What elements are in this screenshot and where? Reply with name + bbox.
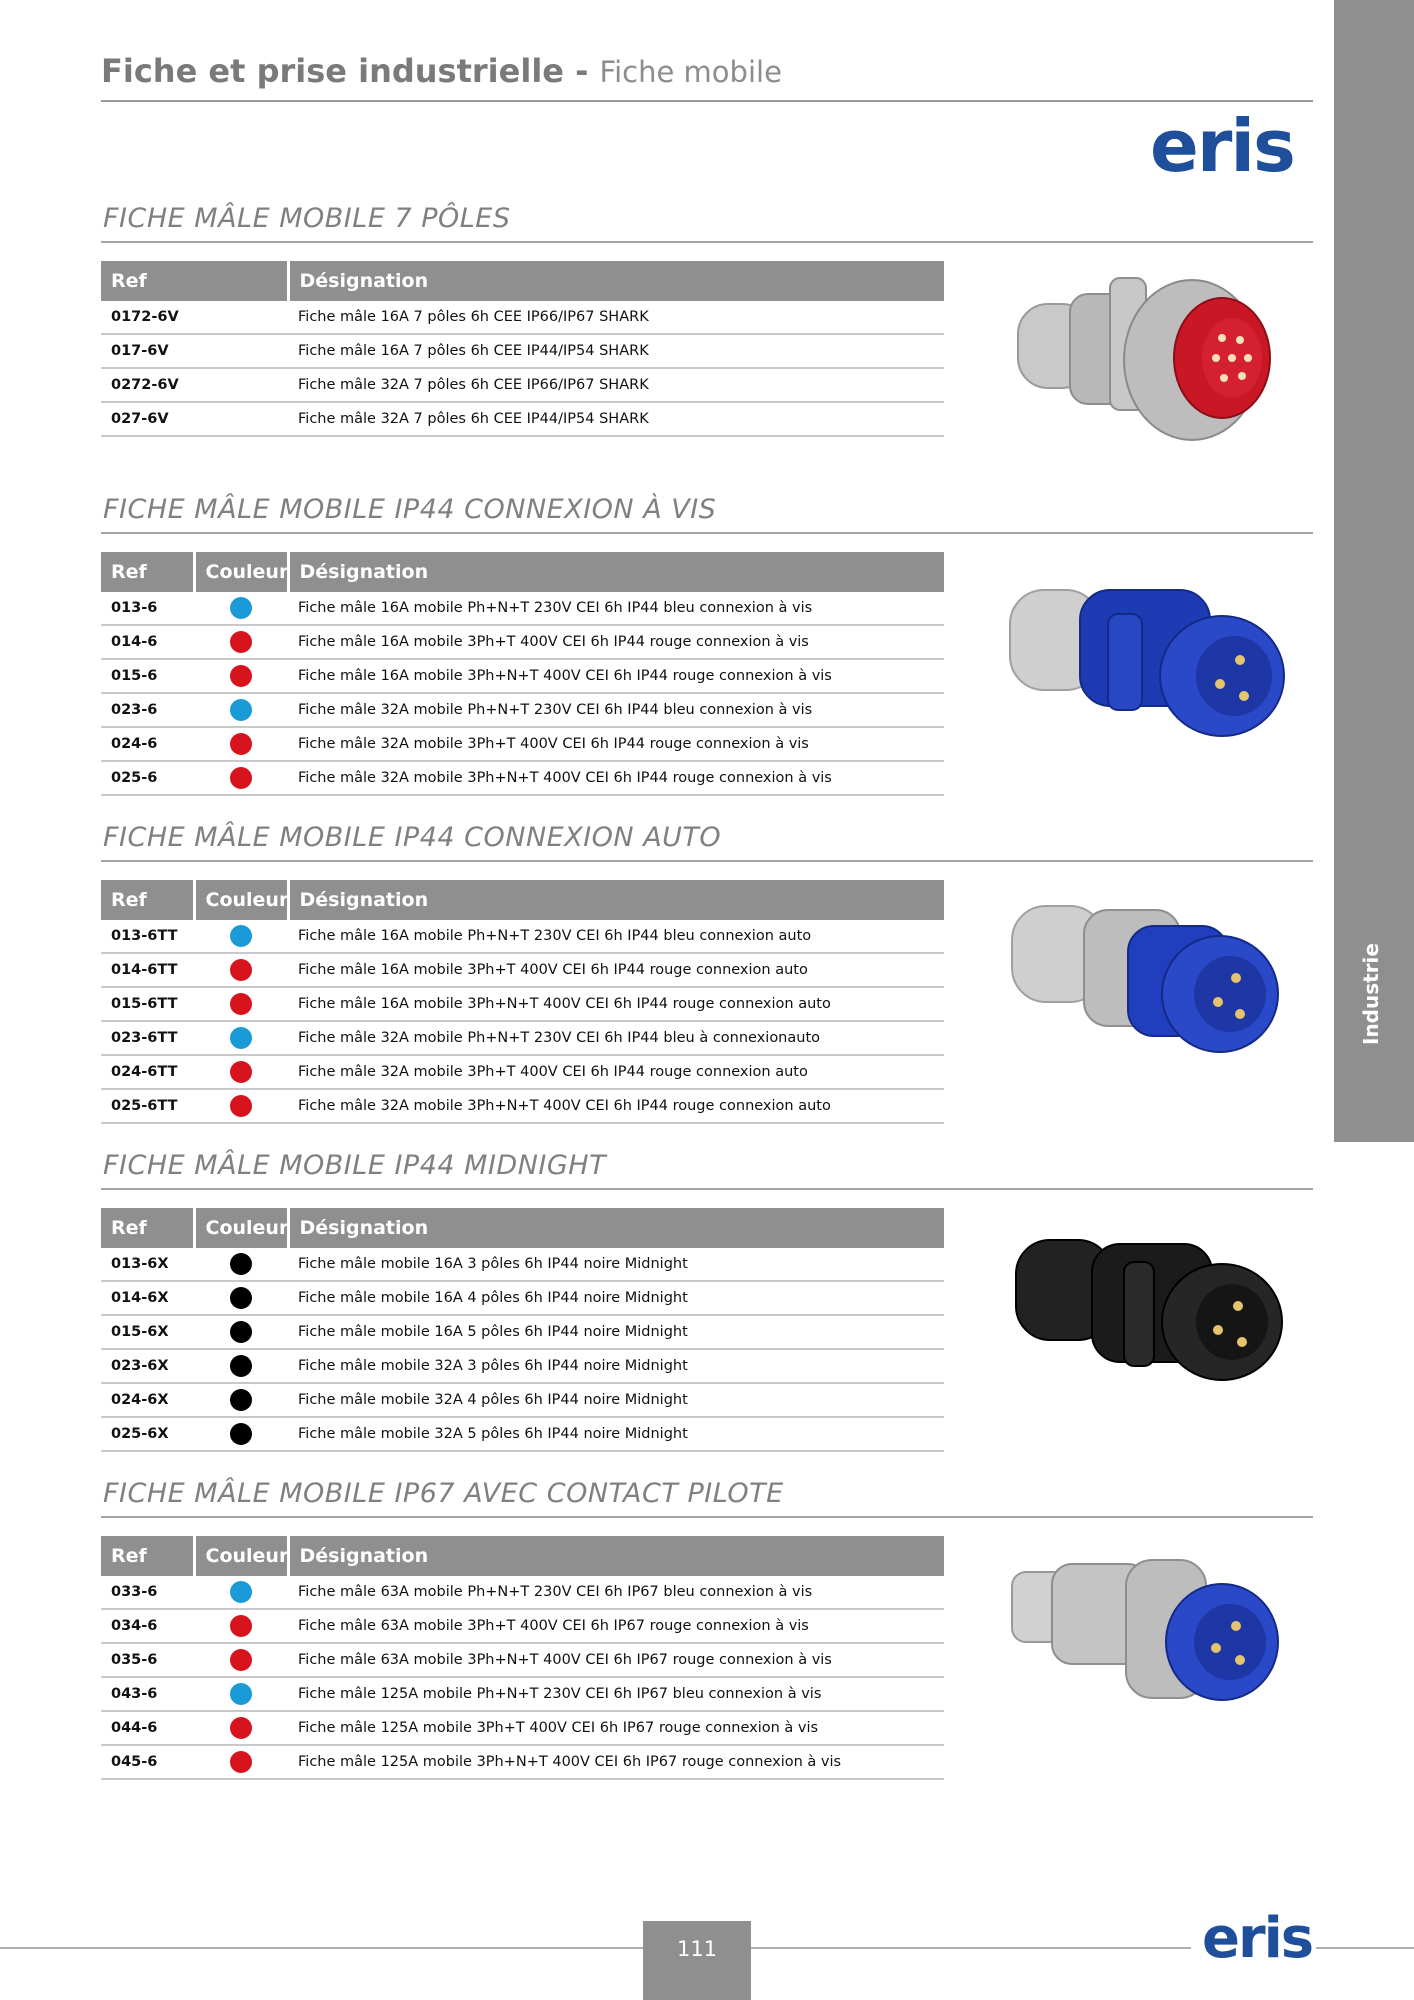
column-header-ref: Ref (101, 1208, 194, 1248)
cell-couleur (194, 761, 288, 795)
cell-designation: Fiche mâle 63A mobile Ph+N+T 230V CEI 6h IP67 bleu connexion à vis (288, 1576, 944, 1609)
footer-divider-left (0, 1947, 643, 1949)
side-tab-label: Industrie (1359, 943, 1383, 1045)
column-header-couleur: Couleur (194, 1208, 288, 1248)
cell-couleur (194, 727, 288, 761)
cell-ref: 034-6 (101, 1609, 194, 1643)
cell-designation: Fiche mâle 16A mobile Ph+N+T 230V CEI 6h IP44 bleu connexion à vis (288, 592, 944, 625)
cell-ref: 014-6TT (101, 953, 194, 987)
cell-ref: 023-6 (101, 693, 194, 727)
cell-designation: Fiche mâle 16A mobile 3Ph+N+T 400V CEI 6h IP44 rouge connexion à vis (288, 659, 944, 693)
column-header-designation: Désignation (288, 1208, 944, 1248)
table-row (101, 953, 944, 987)
section-divider (101, 1516, 1313, 1518)
color-dot-red (230, 959, 252, 981)
cell-designation: Fiche mâle 32A mobile 3Ph+N+T 400V CEI 6h IP44 rouge connexion à vis (288, 761, 944, 795)
section-ip44-vis (101, 490, 1313, 786)
cell-couleur (194, 1417, 288, 1451)
cell-ref: 015-6TT (101, 987, 194, 1021)
cell-couleur (194, 659, 288, 693)
table-row (101, 368, 944, 402)
color-dot-blue (230, 1581, 252, 1603)
section-7-poles (101, 199, 1313, 427)
table-header-row (101, 880, 944, 920)
cell-couleur (194, 953, 288, 987)
page-title-separator: - (563, 52, 600, 90)
section-divider (101, 860, 1313, 862)
cell-couleur (194, 1089, 288, 1123)
table-row (101, 761, 944, 795)
cell-couleur (194, 1383, 288, 1417)
cell-designation: Fiche mâle 16A mobile Ph+N+T 230V CEI 6h IP44 bleu connexion auto (288, 920, 944, 953)
product-table (101, 261, 944, 437)
table-row (101, 1643, 944, 1677)
color-dot-black (230, 1355, 252, 1377)
cell-ref: 045-6 (101, 1745, 194, 1779)
cell-designation: Fiche mâle 63A mobile 3Ph+N+T 400V CEI 6h IP67 rouge connexion à vis (288, 1643, 944, 1677)
color-dot-red (230, 631, 252, 653)
column-header-couleur: Couleur (194, 880, 288, 920)
table-row (101, 1089, 944, 1123)
cell-designation: Fiche mâle 32A mobile 3Ph+N+T 400V CEI 6h IP44 rouge connexion auto (288, 1089, 944, 1123)
cell-couleur (194, 1711, 288, 1745)
color-dot-red (230, 1717, 252, 1739)
color-dot-red (230, 1615, 252, 1637)
cell-designation: Fiche mâle mobile 32A 5 pôles 6h IP44 noire Midnight (288, 1417, 944, 1451)
cell-ref: 024-6 (101, 727, 194, 761)
cell-ref: 025-6 (101, 761, 194, 795)
cell-designation: Fiche mâle 32A mobile Ph+N+T 230V CEI 6h IP44 bleu à connexionauto (288, 1021, 944, 1055)
cell-ref: 015-6 (101, 659, 194, 693)
color-dot-red (230, 1061, 252, 1083)
section-ip44-auto (101, 818, 1313, 1114)
table-body (101, 920, 944, 1123)
cell-ref: 024-6X (101, 1383, 194, 1417)
table-row (101, 1315, 944, 1349)
table-row (101, 1609, 944, 1643)
column-header-couleur: Couleur (194, 552, 288, 592)
cell-designation: Fiche mâle 125A mobile 3Ph+T 400V CEI 6h IP67 rouge connexion à vis (288, 1711, 944, 1745)
table-header-row (101, 261, 944, 301)
column-header-ref: Ref (101, 1536, 194, 1576)
cell-designation: Fiche mâle mobile 16A 4 pôles 6h IP44 noire Midnight (288, 1281, 944, 1315)
cell-couleur (194, 920, 288, 953)
color-dot-red (230, 1095, 252, 1117)
color-dot-black (230, 1253, 252, 1275)
cell-couleur (194, 1248, 288, 1281)
section-ip44-midnight (101, 1146, 1313, 1442)
cell-ref: 014-6X (101, 1281, 194, 1315)
color-dot-blue (230, 597, 252, 619)
cell-couleur (194, 625, 288, 659)
table-row (101, 920, 944, 953)
table-body (101, 1576, 944, 1779)
cell-ref: 027-6V (101, 402, 288, 436)
red-7-pole-plug-image (1010, 262, 1280, 452)
page-number: 111 (676, 1937, 718, 1961)
table-row (101, 402, 944, 436)
cell-ref: 044-6 (101, 1711, 194, 1745)
cell-ref: 025-6TT (101, 1089, 194, 1123)
cell-ref: 035-6 (101, 1643, 194, 1677)
cell-couleur (194, 1021, 288, 1055)
table-row (101, 1677, 944, 1711)
table-row (101, 1745, 944, 1779)
table-header-row (101, 552, 944, 592)
color-dot-blue (230, 699, 252, 721)
cell-designation: Fiche mâle mobile 32A 4 pôles 6h IP44 noire Midnight (288, 1383, 944, 1417)
section-title: FICHE MÂLE MOBILE IP67 AVEC CONTACT PILOTE (103, 1478, 784, 1509)
cell-ref: 013-6TT (101, 920, 194, 953)
page-title-main: Fiche et prise industrielle (101, 52, 564, 90)
cell-designation: Fiche mâle 16A mobile 3Ph+T 400V CEI 6h IP44 rouge connexion auto (288, 953, 944, 987)
color-dot-blue (230, 925, 252, 947)
color-dot-black (230, 1423, 252, 1445)
table-body (101, 592, 944, 795)
eris-logo (1150, 104, 1294, 188)
table-body (101, 1248, 944, 1451)
cell-ref: 023-6TT (101, 1021, 194, 1055)
cell-designation: Fiche mâle 125A mobile 3Ph+N+T 400V CEI 6h IP67 rouge connexion à vis (288, 1745, 944, 1779)
table-row (101, 659, 944, 693)
cell-designation: Fiche mâle 125A mobile Ph+N+T 230V CEI 6h IP67 bleu connexion à vis (288, 1677, 944, 1711)
cell-ref: 025-6X (101, 1417, 194, 1451)
table-row (101, 1576, 944, 1609)
cell-couleur (194, 592, 288, 625)
color-dot-blue (230, 1027, 252, 1049)
column-header-ref: Ref (101, 552, 194, 592)
table-row (101, 1281, 944, 1315)
cell-designation: Fiche mâle mobile 16A 3 pôles 6h IP44 noire Midnight (288, 1248, 944, 1281)
color-dot-blue (230, 1683, 252, 1705)
cell-designation: Fiche mâle 32A 7 pôles 6h CEE IP66/IP67 SHARK (288, 368, 944, 402)
table-row (101, 1417, 944, 1451)
cell-couleur (194, 1643, 288, 1677)
cell-couleur (194, 1609, 288, 1643)
cell-ref: 0172-6V (101, 301, 288, 334)
section-divider (101, 1188, 1313, 1190)
cell-designation: Fiche mâle 63A mobile 3Ph+T 400V CEI 6h IP67 rouge connexion à vis (288, 1609, 944, 1643)
color-dot-black (230, 1389, 252, 1411)
section-title: FICHE MÂLE MOBILE IP44 CONNEXION AUTO (103, 822, 722, 853)
table-row (101, 1248, 944, 1281)
blue-plug-image (1008, 580, 1288, 750)
table-row (101, 592, 944, 625)
cell-couleur (194, 1745, 288, 1779)
logo-text: eris (1202, 1906, 1313, 1971)
color-dot-black (230, 1321, 252, 1343)
cell-designation: Fiche mâle 16A mobile 3Ph+T 400V CEI 6h IP44 rouge connexion à vis (288, 625, 944, 659)
cell-couleur (194, 1315, 288, 1349)
color-dot-red (230, 993, 252, 1015)
color-dot-black (230, 1287, 252, 1309)
table-row (101, 1021, 944, 1055)
cell-ref: 033-6 (101, 1576, 194, 1609)
section-title: FICHE MÂLE MOBILE 7 PÔLES (103, 203, 511, 234)
cell-ref: 0272-6V (101, 368, 288, 402)
column-header-designation: Désignation (288, 552, 944, 592)
cell-ref: 017-6V (101, 334, 288, 368)
section-ip67-pilote (101, 1474, 1313, 1770)
cell-designation: Fiche mâle 16A mobile 3Ph+N+T 400V CEI 6h IP44 rouge connexion auto (288, 987, 944, 1021)
logo-text: eris (1150, 104, 1294, 188)
cell-ref: 014-6 (101, 625, 194, 659)
blue-plug-auto-image (1008, 902, 1288, 1062)
table-row (101, 1055, 944, 1089)
column-header-ref: Ref (101, 880, 194, 920)
cell-designation: Fiche mâle 32A mobile 3Ph+T 400V CEI 6h IP44 rouge connexion auto (288, 1055, 944, 1089)
cell-ref: 013-6X (101, 1248, 194, 1281)
blue-ip67-plug-image (1008, 1556, 1288, 1716)
footer-divider-right (751, 1947, 1191, 1949)
cell-designation: Fiche mâle mobile 32A 3 pôles 6h IP44 noire Midnight (288, 1349, 944, 1383)
table-row (101, 1711, 944, 1745)
cell-designation: Fiche mâle 32A mobile Ph+N+T 230V CEI 6h IP44 bleu connexion à vis (288, 693, 944, 727)
page-title (101, 52, 782, 90)
column-header-designation: Désignation (288, 261, 944, 301)
cell-ref: 023-6X (101, 1349, 194, 1383)
table-row (101, 625, 944, 659)
cell-designation: Fiche mâle 16A 7 pôles 6h CEE IP44/IP54 SHARK (288, 334, 944, 368)
cell-designation: Fiche mâle mobile 16A 5 pôles 6h IP44 noire Midnight (288, 1315, 944, 1349)
table-body (101, 301, 944, 436)
column-header-designation: Désignation (288, 880, 944, 920)
table-row (101, 334, 944, 368)
eris-logo-footer (1202, 1906, 1312, 1971)
cell-couleur (194, 987, 288, 1021)
header-divider (101, 100, 1313, 102)
cell-ref: 024-6TT (101, 1055, 194, 1089)
cell-couleur (194, 1281, 288, 1315)
table-header-row (101, 1208, 944, 1248)
product-table (101, 1536, 944, 1780)
table-row (101, 693, 944, 727)
cell-couleur (194, 1055, 288, 1089)
section-divider (101, 241, 1313, 243)
page-title-sub: Fiche mobile (599, 55, 782, 89)
section-title: FICHE MÂLE MOBILE IP44 CONNEXION À VIS (103, 494, 717, 525)
cell-ref: 015-6X (101, 1315, 194, 1349)
cell-couleur (194, 1349, 288, 1383)
section-divider (101, 532, 1313, 534)
color-dot-red (230, 665, 252, 687)
table-row (101, 987, 944, 1021)
column-header-designation: Désignation (288, 1536, 944, 1576)
cell-ref: 043-6 (101, 1677, 194, 1711)
table-header-row (101, 1536, 944, 1576)
cell-ref: 013-6 (101, 592, 194, 625)
product-table (101, 1208, 944, 1452)
section-title: FICHE MÂLE MOBILE IP44 MIDNIGHT (103, 1150, 607, 1181)
cell-couleur (194, 693, 288, 727)
footer-divider-far-right (1316, 1947, 1414, 1949)
table-row (101, 1383, 944, 1417)
column-header-couleur: Couleur (194, 1536, 288, 1576)
table-row (101, 727, 944, 761)
column-header-ref: Ref (101, 261, 288, 301)
cell-designation: Fiche mâle 32A 7 pôles 6h CEE IP44/IP54 SHARK (288, 402, 944, 436)
cell-couleur (194, 1677, 288, 1711)
color-dot-red (230, 1649, 252, 1671)
color-dot-red (230, 1751, 252, 1773)
product-table (101, 552, 944, 796)
table-row (101, 301, 944, 334)
product-table (101, 880, 944, 1124)
color-dot-red (230, 733, 252, 755)
black-plug-image (1012, 1232, 1292, 1392)
color-dot-red (230, 767, 252, 789)
cell-designation: Fiche mâle 16A 7 pôles 6h CEE IP66/IP67 SHARK (288, 301, 944, 334)
cell-couleur (194, 1576, 288, 1609)
cell-designation: Fiche mâle 32A mobile 3Ph+T 400V CEI 6h IP44 rouge connexion à vis (288, 727, 944, 761)
table-row (101, 1349, 944, 1383)
